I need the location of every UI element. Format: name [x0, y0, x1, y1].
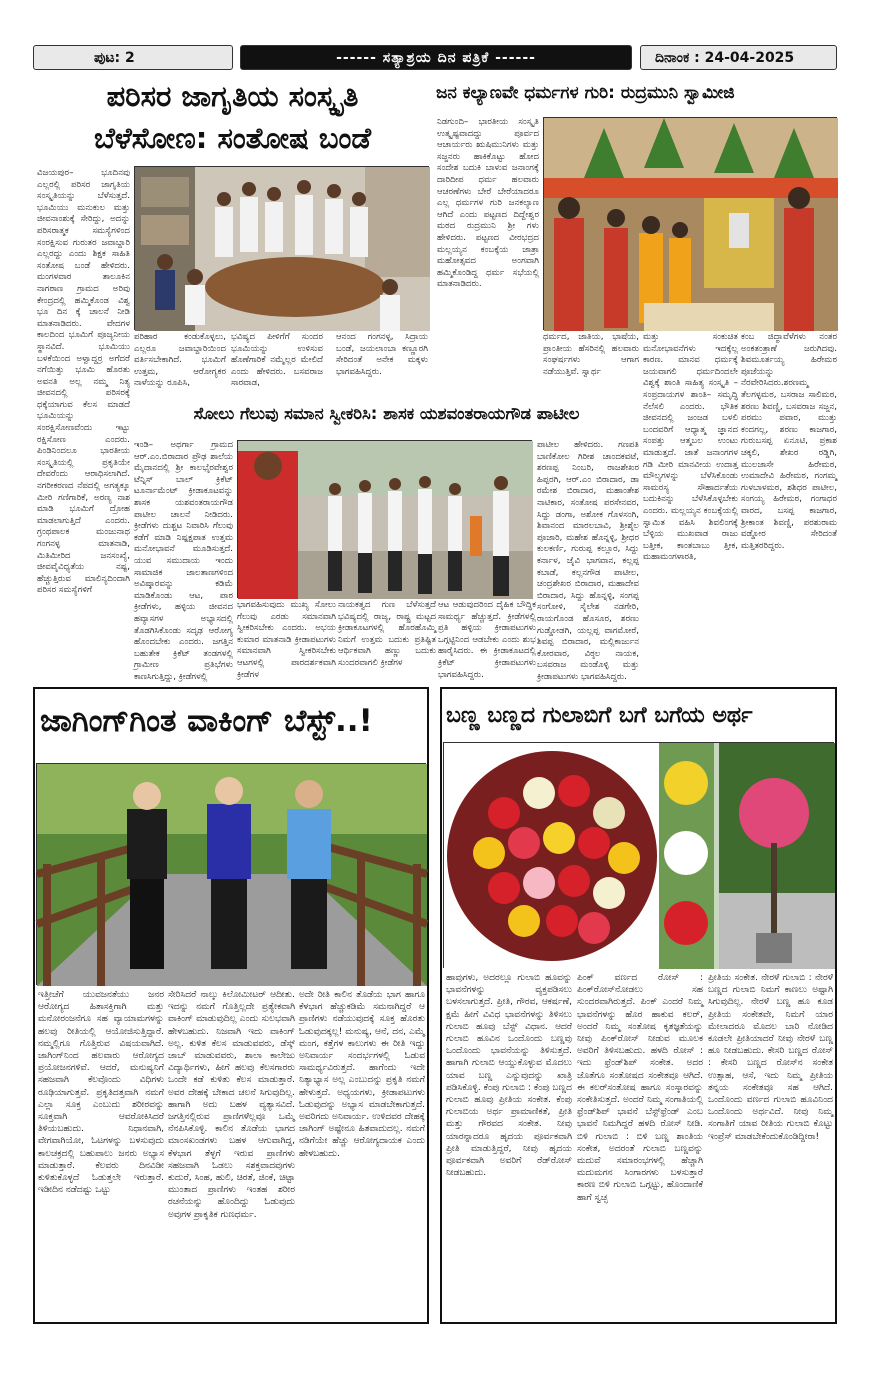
- story5-photo: [443, 742, 834, 968]
- story1-photo: [134, 166, 429, 330]
- story2-body-col4: ಕಂಬ ಜಿದ್ಧಾವೆಳೆಗಳು ನಂತರ ಅಂಕತಂತ್ರಾಣೆ ಜರುಗಿದವು. ಶಿವಮೂರ್ತಯ್ಯ ಹಿರೇಮಠ ಪೂಜೆಯನ್ನು ನೆರವೇರಿಸಿದರು.ಶರಣಮ್ಮ ತೆಲಗಳ್ಳಮಠ, ಬಸರಾಜ ಸಾಲಿಮಠ, ಶರಣು ಶಿವಣ್ಣಿ, ಬಸವರಾಜ ಸಜ್ಜನ, ಪರಮು ಪವಾರ, ಮುತ್ತು ಕಂದಗಲ್ಲ, ಶರಣು ಕಾಜಗಾರ, ಗುರುಬಸಪ್ಪ ಏನೂಟಿ, ಪ್ರಕಾಶ ಚಕ್ಕಲಿ, ಶೇಖರ ರಡ್ಡಿಗಿ, ಮುಲಜಾಸೇ ಹಿರೇಮಠ, ಉಮಾದೇವಿ ಹಿರೇಮಠ, ಗಂಗಮ್ಮ ಗುಳಬಾಳಮಠ, ಶಶಿಧರ ಪಾಟೀಲ, ಸಂಗಯ್ಯ ಹಿರೇಮಠ, ಗಂಗಾಧರ ವಾರದ, ಬಸಪ್ಪ ಕಾಜಗಾರ, ಶ್ರೀಕಾಂತ ಶಿವಣ್ಣಿ, ಪರಶುರಾಮ ವಡ್ಡೋರ ಸೇರಿದಂತೆ ಮತ್ತಿತರರಿದ್ದರು.: [741, 332, 837, 551]
- story4-body-col3: ಅದೇ ರೀತಿ ಕಾಲಿನ ತೊಡೆಯ ಭಾಗ ಹಾಗೂ ಕೆಳಭಾಗ ಹೆಚ್ಚುಕಡಿಮೆ ಸಮನಾಗಿದ್ದರೆ ಆ ಪ್ರಾಣಿಗಳು ನಡೆಯುವುದಕ್ಕೆ ಸೂಕ್ತ ಹೊರತು ಓಡುವುದಕ್ಕಲ್ಲ! ಮನುಷ್ಯ, ಆನೆ, ದನ, ಎಮ್ಮೆ ಮಂಗ, ಕತ್ತೆಗಳ ಕಾಲುಗಳು ಈ ರೀತಿ ಇದ್ದು ಅನಿವಾರ್ಯ ಸಂದರ್ಭಗಳಲ್ಲಿ ಓಡುವ ಸಾಮರ್ಥ್ಯವಿರುತ್ತದೆ. ಹಾಗೆಂದು ಇದೇ ನಿತ್ಯಾಭ್ಯಾಸ ಅಲ್ಲ ಎಂಬುದನ್ನು ಪ್ರಕೃತಿ ನಮಗೆ ಹೇಳುತ್ತದೆ. ಅಧ್ಯಯಗಳು, ಕ್ರೀಡಾಪಟುಗಳು ಓಡುವುದನ್ನು ಅಭ್ಯಾಸ ಮಾಡಬೇಕಾಗುತ್ತದೆ. ಅವರಿಗದು ಅನಿವಾರ್ಯ. ಉಳಿದವರ ದೇಹಕ್ಕೆ ಜಾಗಿಂಗ್ ಅಷ್ಟೇನೂ ಹಿತವಾದುದಲ್ಲ. ನಮಗೆ ನಡಿಗೆಯೇ ಹೆಚ್ಚು ಆರೋಗ್ಯದಾಯಕ ಎಂದು ಹೇಳಬಹುದು.: [299, 990, 425, 1159]
- story3-photo: [237, 440, 532, 598]
- story4-photo: [36, 763, 426, 985]
- story3-body-col1: ಇಂಡಿ– ಅಥರ್ಗಾ ಗ್ರಾಮದ ಆರ್.ಎಂ.ಬಿರಾದಾರ ಪ್ರೌಢ ಶಾಲೆಯ ಮೈದಾನದಲ್ಲಿ ಶ್ರೀ ಕಾಲಭೈರವೇಶ್ವರ ಟೆನ್ನಿಸ್ ಬಾಲ್ ಕ್ರಿಕೆಟ್ ಟೂರ್ನಾಮೆಂಟ್ ಕ್ರೀಡಾಕೂಟವನ್ನು ಶಾಸಕ ಯಶವಂತರಾಯಗೌಡ ಪಾಟೀಲ ಚಾಲನೆ ನೀಡಿದರು. ಕ್ರೀಡೆಗಳು ದುಶ್ಚಟ ನಿವಾರಿಸಿ ಗೆಲುವು ಕಡೆಗೆ ಮಾಡಿ ನಿಷ್ಪಕ್ಷಪಾತ ಉತ್ತಮ ಮನೋಭಾವನೆ ಮೂಡಿಸುತ್ತದೆ. ಯುವ ಸಮುದಾಯ ಇಂದು ಸಾಮಾಜಿಕ ಜಾಲತಾಣಗಳಿಂದ ಅವಿಷ್ಕಾರವನ್ನು ಕಡಿಮೆ ಮಾಡಿಕೊಂಡು ಆಟ, ಪಾಠ ಕ್ರೀಡೆಗಳು, ಹಳ್ಳಿಯ ಜೀವನದ ಹವ್ಯಾಸಗಳ ಅಭ್ಯಾಸದಲ್ಲಿ ತೊಡಗಿಸಿಕೊಂಡು ಸದೃಢ ಆರೋಗ್ಯ ಹೊಂದಬೇಕು ಎಂದರು. ಜಗತ್ತಿನ ಬಹುತೇಕ ಕ್ರಿಕೆಟ್ ತಂಡಗಳಲ್ಲಿ ಗ್ರಾಮೀಣ ಪ್ರತಿಭೆಗಳು ಕಾಣಸಿಗುತ್ತಿದ್ದು, ಕ್ರೀಡೆಗಳಲ್ಲಿ: [134, 440, 233, 682]
- story1-body-col2: ಪರಿಹಾರ ಕಂಡುಕೊಳ್ಳಲು, ಎಲ್ಲರೂ ಜವಾಬ್ದಾರಿಯಿಂದ ವರ್ತಿಸಬೇಕಾಗಿದೆ. ಭೂಮಿಗೆ ಉತ್ತಮ, ಆರೋಗ್ಯಕರ ನಾಳೆಯನ್ನು ರೂಪಿಸಿ,: [134, 332, 226, 389]
- story3-body-col3: ನಾಯಕತ್ವದ ಗುಣ ಬೆಳೆಸುತ್ತದೆ ಭವಿಷ್ಯದಲ್ಲಿ ರಾಜ್ಯ, ರಾಷ್ಟ್ರ ಮಟ್ಟದ ಕ್ರೀಡಾಕೂಟಗಳಲ್ಲಿ ಹೊರಹೊಮ್ಮಿ ನಿಮಗೆ ಉತ್ತಮ ಬದುಕು ಪ್ರತಿಷ್ಟಿತ ಆರ್ಥಿಕವಾಗಿ ಹಣ್ಣು ಬದುಕು ಸುಂದರವಾಗಲಿ ಕ್ರೀಡೆಗಳ: [338, 600, 436, 668]
- story3-body-col4: ಆಟ ಆಡುವುದರಿಂದ ದೈಹಿಕ ಬೌದ್ಧಿಕ ಸಾಮರ್ಥ್ಯ ಹೆಚ್ಚುತ್ತದೆ. ಕ್ರೀಡೆಗಳಲ್ಲಿ ಪ್ರತಿ ಹಳ್ಳಿಯ ಕ್ರೀಡಾಪಟುಗಳು ಒಗ್ಗಟ್ಟಿನಿಂದ ಆಡಬೇಕು ಎಂದು ಶುಭ ಹಾರೈಸಿದರು. ಈ ಕ್ರೀಡಾಕೂಟದಲ್ಲಿ ಕ್ರಿಕೆಟ್ ಕ್ರೀಡಾಪಟುಗಳು ಭಾಗವಹಿಸಿದ್ದರು.: [438, 600, 536, 680]
- newspaper-name: ------ ಸತ್ಯಾಶ್ರಯ ದಿನ ಪತ್ರಿಕೆ ------: [240, 45, 632, 70]
- story1-body-col1: ವಿಜಯಪುರ– ಭೂದಿನವು ಎಲ್ಲರಲ್ಲಿ ಪರಿಸರ ಜಾಗೃತಿಯ ಸಂಸ್ಕೃತಿಯನ್ನು ಬೆಳೆಸುತ್ತದೆ. ಭೂಮಿಯು ಮನುಕುಲ ಮತ್ತು ಜೀವನಾಂಶುಕ್ಕೆ ಸೇರಿದ್ದು, ಅದನ್ನು ಪರಿಸರಾತ್ಮಕ ಸಮಸ್ಯೆಗಳಿಂದ ಸಂರಕ್ಷಿಸುವ ಗುರುತರ ಜವಾಬ್ದಾರಿ ಎಲ್ಲರದ್ದು ಎಂದು ಶಿಕ್ಷಕ ಸಾಹಿತಿ ಸಂತೋಷ ಬಂಡೆ ಹೇಳಿದರು. ಮಂಗಳವಾರ ತಾಲೂಕಿನ ನಾಗಠಾಣ ಗ್ರಾಮದ ಅರಿವು ಕೇಂದ್ರದಲ್ಲಿ ಹಮ್ಮಿಕೊಂಡ ವಿಶ್ವ ಭೂ ದಿನ ಕ್ಕೆ ಚಾಲನೆ ನೀಡಿ ಮಾತನಾಡಿದರು. ವೇದಗಳ ಕಾಲದಿಂದ ಭೂಮಿಗೆ ಪೂಜ್ಯನೀಯ ಸ್ಥಾನವಿದೆ. ಭೂಮಿಯು ಬಳಕೆಯಿಂದ ಅಳ್ವಾದ್ದರ್ರ ಅಗೆದರೆ ನಗೆಯಿತ್ತು ಭೂಮಿ ಹೊರತು ಅವನತಿ ಅಲ್ಲ ನಮ್ಮ ನಿತ್ಯ ಜೀವನದಲ್ಲಿ ಪರಿಸರಕ್ಕೆ ಧಕ್ಕೆಯಾಗುವ ಕೆಲಸ ಮಾಡದೆ ಭೂಮಿಯನ್ನು ಸಂರಕ್ಷಿಸೋಣವೆಂದು ಇಟ್ಟು ರಕ್ಷಿಸೋಣ ಎಂದರು. ಪಿಂಡಿನಿಂದಲೂ ಭಾರತೀಯ ಸಂಸ್ಕೃತಿಯಲ್ಲಿ ಪ್ರಕೃತಿಯೇ ದೇವರೆಂದು ಆರಾಧಿಸಲಾಗಿದೆ. ನಗರೀಕರಣದ ನೆಪದಲ್ಲಿ ಅಗತ್ಯಕ್ಕೂ ಮೀರಿ ಗಣಿಗಾರಿಕೆ, ಅರಣ್ಯ ನಾಶ ಮಾಡಿ ಭೂಮಿಗೆ ದ್ರೋಹ ಮಾಡಲಾಗುತ್ತಿದೆ ಎಂದರು. ಗ್ರಂಥಪಾಲಕ ಮಂಜುನಾಥ ಗಂಗನಳ್ಳ ಮಾತನಾಡಿ, ಮಿತಿಮೀರಿದ ಜನಸಂಖ್ಯೆ, ಜೀವವೈವಿಧ್ಯತೆಯ ನಷ್ಟ, ಹೆಚ್ಚುತ್ತಿರುವ ಮಾಲಿನ್ಯದಿಂದಾಗಿ ಪರಿಸರ ಸಮಸ್ಯೆಗಳಿಗೆ: [37, 168, 130, 596]
- story4-body-col1: ಇತ್ತೀಚೆಗೆ ಯುವಜನತೆಯು ಜನರ ಆರೋಗ್ಯದ ಹಿತಾಸಕ್ತಿಗಾಗಿ ಮತ್ತು ಮನೋರಂಜನೆಗೂ ಸಹ ವ್ಯಾಯಾಮಗಳನ್ನು ಹಲವು ರೀತಿಯಲ್ಲಿ ಆಯೋಜಿಸುತ್ತಿದ್ದಾರೆ. ನಮ್ಮಲ್ಲಿಗೂ ಗೊತ್ತಿರುವ ವಿಷಯವಾಗಿದೆ. ಜಾಗಿಂಗ್‌ನಿಂದ ಹಲವಾರು ಆರೋಗ್ಯದ ಪ್ರಯೋಜನಗಳಿವೆ. ಆದರೆ, ಮನುಷ್ಯನಿಗೆ ಸಹಜವಾಗಿ ಕೆಲವೊಂದು ವಿಧಿಗಳು ರೂಢಿಯಾಗುತ್ತವೆ. ಪ್ರಕೃತಿದತ್ತವಾಗಿ ನಮಗೆ ಎಲ್ಲಾ ಸೂಕ್ತ ಎಂಬುದು ಶರೀರವನ್ನು ಸೂಕ್ತವಾಗಿ ಆವರೋಕಿಸಿದರೆ ತಿಳಿಯಬಹುದು. ನಿಧಾನವಾಗಿ, ವೇಗವಾಗಿಯೋ, ಓಟಗಳನ್ನು ಬಳಸುವುದು ಕಾಲಚಕ್ರದಲ್ಲಿ ಬಹುಪಾಲು ಜನರು ಅಭ್ಯಾಸ ಮಾಡುತ್ತಾರೆ. ಕೆಲವರು ದಿನವಿಡೀ ಕುಳಿತುಕೊಳ್ಳದೆ ಓಡುತ್ತಲೇ ಇರುತ್ತಾರೆ. ಇಡೀದಿನ ನಡೆದಷ್ಟು ಒಟ್ಟು: [38, 990, 164, 1196]
- story4-body-col2: ಸೇರಿಸಿದರೆ ನಾಲ್ಕು ಕಿಲೋಮೀಟರ್ ಆದೀತು. ಇದನ್ನು ನಮಗೆ ಗೊತ್ತಿಲ್ಲದೇ ಪ್ರತ್ಯೇಕವಾಗಿ ವಾಕಿಂಗ್ ಮಾಡುವುದಿಲ್ಲ ಎಂದು ಸುಲಭವಾಗಿ ಹೇಳಬಹುದು. ನಿಜವಾಗಿ ಇದು ವಾಕಿಂಗ್ ಅಲ್ಲ. ಕುಳಿತ ಕೆಲಸ ಮಾಡುವವರು, ಡೆಸ್ಕ್ ಜಾಬ್ ಮಾಡುವವರು, ಶಾಲಾ ಕಾಲೇಜು ವಿದ್ಯಾರ್ಥಿಗಳು, ಹೀಗೆ ಹಲವು ಕೆಲಸಗಾರರು ಒಂದೇ ಕಡೆ ಕುಳಿತು ಕೆಲಸ ಮಾಡುತ್ತಾರೆ. ಅವರ ದೇಹಕ್ಕೆ ಬೇಕಾದ ಚಲನೆ ಸಿಗುವುದಿಲ್ಲ. ಹಾಗಾಗಿ ಅದು ಬಹಳ ವ್ಯತ್ಯಾಸವಿದೆ. ಜಗತ್ತಿನಲ್ಲಿರುವ ಪ್ರಾಣಿಗಳೆಲ್ಲವೂ ಒಮ್ಮೆ ನೆನಪಿಸಿಕೊಳ್ಳಿ. ಕಾಲಿನ ತೊಡೆಯ ಭಾಗದ ಮಾಂಸಖಂಡಗಳು ಬಹಳ ಆಗುವಾಗಿದ್ದ, ಕೆಳಭಾಗ ತೆಳ್ಳಗೆ ಇರುವ ಪ್ರಾಣಿಗಳು ಸಹಜವಾಗಿ ಓಡಲು ಸಶಕ್ತವಾದವುಗಳು ಕುದುರೆ, ಸಿಂಹ, ಹುಲಿ, ಚಿರತೆ, ಜಿಂಕೆ, ಚಿಟ್ಟಾ ಮುಂತಾದ ಪ್ರಾಣಿಗಳು ಇಂತಹ ಶರೀರ ರಚನೆಯನ್ನು ಹೊಂದಿದ್ದು ಓಡುವುದು ಅವುಗಳ ಪ್ರಾಕೃತಿಕ ಗುಣಧರ್ಮ.: [168, 990, 295, 1220]
- story1-body-col4: ಆನಂದ ಗಂಗನಳ್ಳ, ಸಿದ್ರಾಯ ಬಂಡೆ, ಜಯಲಾಂಬಾ ಕಣ್ಣೂರಗಿ ಸೇರಿದಂತೆ ಅನೇಕ ಮಕ್ಕಳು ಭಾಗವಹಿಸಿದ್ದರು.: [336, 332, 428, 377]
- story2-body-col3: ಮತ್ತು ಸಂಕುಚಿತ ಮನೋಭಾವನೆಗಳು ಇದಕ್ಕೆಲ್ಲ ಕಾರಣ. ಮಾನವ ಧರ್ಮಕ್ಕೆ ಜಯವಾಗಲಿ ಧರ್ಮದಿಂದಲೇ ವಿಶ್ವಕ್ಕೆ ಶಾಂತಿ ಸಾಹಿತ್ಯ ಸಂಸ್ಕೃತಿ –ಸಂಪ್ರದಾಯಗಳ ಶಾಂತಿ– ಸಮೃದ್ಧಿ ನೆಲೆಸಲಿ ಎಂದರು. ಭೌತಿಕ ಜೀವನದಲ್ಲಿ ಜಂಜಡ ಬಳಲಿ ಬಂದವರಿಗೆ ಆಧ್ಯಾತ್ಮ ಜ್ಞಾನದ ಸಂಪತ್ತು ಆತ್ಮಬಲ ಉಂಟು ಮಾಡುತ್ತದೆ. ಜಾತೆ ಜನಾಂಗಗಳ ಗಡಿ ಮೀರಿ ಮಾನವೀಯ ಉದಾತ್ತ ಮೌಲ್ಯಗಳನ್ನು ಬೆಳೆಸಿಕೊಂಡು ಸಾಮರಸ್ಯ ಸೌಹಾರ್ದತೆಯ ಬದುಕಿನನ್ನು ಬೆಳೆಸಿಕೊಳ್ಳಬೇಕು ಎಂದರು. ಮಲ್ಲಯ್ಯನ ಕಂಬಕ್ಕೆಯಲ್ಲಿ ಸ್ವಾಮಿತ ವಹಿಸಿ ಶಿವಲಿಂಗಕ್ಕೆ ಬೆಳ್ಳಿಯ ಮುಖವಾಡ ರಾಜು ಬತ್ತೀಕ, ಕಾಂತಬಾಬು ತ್ತೀಕ, ಮಹಾಮಂಗಳಾರತಿ,: [643, 332, 738, 563]
- story2-photo: [543, 117, 837, 330]
- story2-headline: ಜನ ಕಲ್ಯಾಣವೇ ಧರ್ಮಗಳ ಗುರಿ: ರುದ್ರಮುನಿ ಸ್ವಾಮೀಜಿ: [436, 83, 735, 103]
- story5-body-col1: ಹಾವುಗಳು, ಅದರಲ್ಲೂ ಗುಲಾಬಿ ಹೂವನ್ನು ಭಾವನೆಗಳನ್ನು ವ್ಯಕ್ತಪಡಿಸಲು ಬಳಸಲಾಗುತ್ತದೆ. ಪ್ರೀತಿ, ಗೌರವ, ಆಕರ್ಷಣೆ, ಕ್ಷಮೆ ಹೀಗೆ ವಿವಿಧ ಭಾವನೆಗಳನ್ನು ತಿಳಿಸಲು ಗುಲಾಬಿ ಹೂವು ಬೆಸ್ಟ್ ವಿಧಾನ. ಆದರೆ ಗುಲಾಬಿ ಹೂವಿನ ಒಂದೊಂದು ಬಣ್ಣವು ಒಂದೊಂದು ಭಾವನೆಯನ್ನು ತಿಳಿಸುತ್ತದೆ. ಹಾಗಾಗಿ ಗುಲಾಬಿ ಆಯ್ದುಕೊಳ್ಳುವ ಮೊದಲು ಯಾವ ಬಣ್ಣ ಎನ್ನುವುದನ್ನು ಖಾತ್ರಿ ಪಡಿಸಿಕೊಳ್ಳಿ. ಕೆಂಪು ಗುಲಾಬಿ : ಕೆಂಪು ಬಣ್ಣದ ಗುಲಾಬಿ ಹೂವು ಪ್ರೀತಿಯ ಸಂಕೇತ. ಕೆಂಪು ಗುಲಾಬಿಯ ಅರ್ಥ ಪ್ರಾಮಾಣಿಕತೆ, ಪ್ರೀತಿ ಮತ್ತು ಗೌರವದ ಸಂಕೇತ. ನೀವು ಯಾರನ್ನಾದರೂ ಹೃದಯ ಪೂರ್ವಕವಾಗಿ ಪ್ರೀತಿ ಮಾಡುತ್ತಿದ್ದರೆ, ನೀವು ಹೃದಯ ಪೂರ್ವಕವಾಗಿ ಅವರಿಗೆ ರೆಡ್‌ರೋಸ್ ನೀಡಬಹುದು.: [446, 973, 572, 1179]
- story5-body-col3: ಪ್ರೀತಿಯ ಸಂಕೇತ. ನೇರಳೆ ಗುಲಾಬಿ : ನೇರಳೆ ಬಣ್ಣದ ಗುಲಾಬಿ ನಿಮಗೆ ಕಾಣಲು ಅಷ್ಟಾಗಿ ಸಿಗುವುದಿಲ್ಲ. ನೇರಳೆ ಬಣ್ಣ ಹೂ ಕೂಡ ಪ್ರೀತಿಯ ಸಂಕೇತವೇ, ನಿಮಗೆ ಯಾರ ಮೇಲಾದರೂ ಮೊದಲ ಬಾರಿ ನೋಡಿದ ಕೂಡಲೇ ಪ್ರೀತಿಯಾದರೆ ನೀವು ನೇರಳೆ ಬಣ್ಣ ಹೂ ನೀಡಬಹುದು. ಕೇಸರಿ ಬಣ್ಣದ ರೋಸ್ : ಕೇಸರಿ ಬಣ್ಣದ ರೋಸ್‌ನ ಸಂಕೇತ ಉತ್ಸಾಹ, ಆಸೆ, ಇದು ನಿಮ್ಮ ಪ್ರೀತಿಯ ತನ್ನಯ ಸಂಕೇತವೂ ಸಹ ಆಗಿದೆ. ಒಂದೊಂದು ವರ್ಣದ ಗುಲಾಬಿ ಹೂವಿನಿಂದ ಒಂದೊಂದು ಅರ್ಥವಿದೆ. ನೀವು ನಿಮ್ಮ ಸಂಗಾತಿಗೆ ಯಾವ ರೀತಿಯ ಗುಲಾಬಿ ಕೊಟ್ಟು ಇಂಪ್ರೆಸ್ ಮಾಡಬೇಕೆಂದುಕೊಂಡಿದ್ದೀರಾ!: [708, 973, 833, 1142]
- story4-headline: ಜಾಗಿಂಗ್‌ಗಿಂತ ವಾಕಿಂಗ್ ಬೆಸ್ಟ್..!: [40, 703, 373, 739]
- story1-headline-line2: ಬೆಳೆಸೋಣ: ಸಂತೋಷ ಬಂಡೆ: [93, 121, 372, 155]
- story3-headline: ಸೋಲು ಗೆಲುವು ಸಮಾನ ಸ್ವೀಕರಿಸಿ: ಶಾಸಕ ಯಶವಂತರಾಯಗೌಡ ಪಾಟೀಲ: [193, 404, 580, 423]
- page-number: ಪುಟ: 2: [33, 45, 233, 70]
- issue-date: ದಿನಾಂಕ : 24-04-2025: [640, 45, 837, 70]
- story2-body-col2: ಧರ್ಮದ, ಜಾತಿಯ, ಭಾಷೆಯ, ಪ್ರಾಂತೀಯ ಹೆಸರಿನಲ್ಲಿ ಹಲವಾರು ಸಂಘರ್ಷಗಳು ಆಗಾಗ ನಡೆಯುತ್ತಿವೆ. ಸ್ವಾರ್ಥ: [543, 332, 639, 377]
- story5-headline: ಬಣ್ಣ ಬಣ್ಣದ ಗುಲಾಬಿಗೆ ಬಗೆ ಬಗೆಯ ಅರ್ಥ: [446, 703, 753, 728]
- story3-body-col5: ಪಾಟೀಲ ಹೇಳಿದರು. ಗಣಪತಿ ಬಾಣಿಕೋಲ ಗಿರೀಶ ಚಾಂದಕವಟೆ, ಶರಣಪ್ಪ ನಿಂಬರಿ, ರಾಜಶೇಖರ ಹಿಪ್ಪರಗಿ, ಆರ್.ಎಂ ಬಿರಾದಾರ, ಡಾ ರಮೇಶ ಬಿರಾದಾರ, ಮಹಾಂತೇಶ ನಾಟಿಕಾರ, ಸಂತೋಷ ಪರಸೇನವರ, ಸಿದ್ದು ಡಂಗಾ, ಅಶೋಕ ಗೊಳಸಂಗಿ, ಶಿವಾನಂದ ಮಾರಲಬಾವಿ, ಶ್ರೀಶೈಲ ಪೂಜಾರಿ, ಮಹೇಶ ಹೊನ್ನಳ್ಳಿ, ಶ್ರೀಧರ ಕುಲಕರ್ಣಿ, ಗುರುಪ್ಪ ಕಲ್ಲೂರ, ಸಿದ್ದು ಕರ್ನಾಳ, ಜೈವಿ ಭಾಗವಾನ, ಕಲ್ಲಪ್ಪ ಕಬಾಡೆ, ಕಲ್ಲನಗೌಡ ಪಾಟೀಲ, ಚಂದ್ರಶೇಖರ ಬಿರಾದಾರ, ಮಹಾದೇವ ಬಿರಾದಾರ, ಸಿದ್ದು ಹೊನ್ನಳ್ಳಿ, ಸಂಗಪ್ಪ ಸಂಗೋಳಿ, ಸೈಲೇಶ ನಡಗೇರಿ, ರಾಯಗೊಂಡ ಹೊಸೂರ, ಶರಣು ಗುಡ್ಡೋಡಗಿ, ಯಲ್ಲಪ್ಪ ವಾಗಮೋರೆ, ಶಿವಪ್ಪ ಬಿರಾದಾರ, ಮಲ್ಲಿಕಾರ್ಜುನ ಕೋರವಾರ, ವಿಠ್ಠಲ ನಾಯಕ, ಬಸವರಾಜ ಮಂಡೊಳ್ಳಿ ಮತ್ತು ಕ್ರೀಡಾಪಟುಗಳು ಭಾಗವಹಿಸಿದ್ದರು.: [537, 440, 639, 682]
- story1-body-col3: ಭವಿಷ್ಯದ ಪೀಳಿಗೆಗೆ ಸುಂದರ ಭೂಮಿಯನ್ನು ಉಳಿಸುವ ಹೊಣೆಗಾರಿಕೆ ನಮ್ಮೆಲ್ಲರ ಮೇಲಿದೆ ಎಂದು ಹೇಳಿದರು. ಬಸವರಾಜ ಸಾರವಾಡ,: [231, 332, 323, 389]
- story2-body-col1: ನಿಡಗುಂದಿ– ಭಾರತೀಯ ಸಂಸ್ಕೃತಿ ಉತ್ಕೃಷ್ಟವಾದದ್ದು ಪೂರ್ವದ ಆಚಾರ್ಯರು ಋಷಿಮುನಿಗಳು ಮತ್ತು ಸಜ್ಜನರು ಹಾಕಿಕೊಟ್ಟು ಹೋದ ಸಂದೇಶ ಬದುಕಿ ಬಾಳುವ ಜನಾಂಗಕ್ಕೆ ದಾರಿದೀಪ ಧರ್ಮ ಹಲವಾರು ಆಚರಣೆಗಳು ಬೇರೆ ಬೇರೆಯಾದರೂ ಎಲ್ಲ ಧರ್ಮಗಳ ಗುರಿ ಜನಕಲ್ಯಾಣ ಆಗಿದೆ ಎಂದು ಪಟ್ಟಣದ ದಿದ್ದೇಶ್ವರ ಮಠದ ರುದ್ರಮುನಿ ಶ್ರೀ ಗಳು ಹೇಳಿದರು. ಪಟ್ಟಣದ ವೀರಭದ್ರದ ಮಲ್ಲಯ್ಯನ ಕಂಬಕ್ಕೆಯ ಜಾತ್ರಾ ಮಹೋತ್ಸವದ ಅಂಗವಾಗಿ ಹಮ್ಮಿಕೊಂಡಿದ್ದ ಧರ್ಮ ಸಭೆಯಲ್ಲಿ ಮಾತನಾಡಿದರು.: [437, 117, 539, 290]
- story3-body-col1b: ಭಾಗವಹಿಸುವುದು ಮುಖ್ಯ ಸೋಲು ಗೆಲುವು ಎರಡು ಸಮಾನವಾಗಿ ಸ್ವೀಕರಿಸಬೇಕು ಎಂದರು. ಅಭಯ ಕುಮಾರ ಮಾತನಾಡಿ ಕ್ರೀಡಾಪಟುಗಳು ಸಮಾನವಾಗಿ ಸ್ವೀಕರಿಸಬೇಕು ಆಟಗಳಲ್ಲಿ ಪಾರದರ್ಶಕವಾಗಿ ಕ್ರೀಡೆಗಳ: [237, 600, 336, 680]
- story5-body-col2: ಪಿಂಕ್ ವರ್ಣದ ರೋಸ್ : ಪಿಂಕ್‌ರೋಸ್‌ನೋಡಲು ಸಹ ಸುಂದರವಾಗಿರುತ್ತದೆ. ಪಿಂಕ್ ಎಂದರೆ ನಿಮ್ಮ ಭಾವನೆಗಳನ್ನು ಹೊರ ಹಾಕುವ ಕಲರ್, ಅಂದರೆ ನಿಮ್ಮ ಸಂತೋಷ ಕೃತಜ್ಞತೆಯನ್ನು ನೀವು ಪಿಂಕ್‌ರೋಸ್ ನೀಡುವ ಮೂಲಕ ಅವರಿಗೆ ತಿಳಿಸಬಹುದು. ಹಳದಿ ರೋಸ್ : ಇದು ಫ್ರೆಂಡ್‌ಶಿಪ್ ಸಂಕೇತ. ಅದರ ಜೊತೆಗೂ ಸಂತೋಷದ ಸಂಕೇತವೂ ಆಗಿದೆ. ಈ ಕಲರ್‌ಸಂತೋಷ ಹಾಗೂ ಸಂಸ್ಕಾರವನ್ನು ಸಂಕೇತಿಸುತ್ತದೆ. ಅಂದರೆ ನಿಮ್ಮ ಸಂಗಾತಿಯಲ್ಲಿ ಫ್ರೆಂಡ್‌ಶಿಪ್ ಭಾವನೆ ಬೆಸ್ಟ್‌ಫ್ರೆಂಡ್ ಎಂಬ ಭಾವನೆ ನಿಮಗಿದ್ದರೆ ಹಳದಿ ರೋಸ್ ನೀಡಿ. ಬಿಳಿ ಗುಲಾಬಿ : ಬಿಳಿ ಬಣ್ಣ ಶಾಂತಿಯ ಸಂಕೇತ, ಅದರಂತೆ ಗುಲಾಬಿ ಬಣ್ಣವನ್ನು ಮದುವೆ ಸಮಾರಂಭಗಳಲ್ಲಿ ಹೆಚ್ಚಾಗಿ ಮದುಮಗನ ಸಿಂಗಾರಗಳು ಬಳಸುತ್ತಾರೆ ಕಾರಣ ಬಿಳಿ ಗುಲಾಬಿ ಒಗ್ಗಟ್ಟು, ಹೊಂದಾಣಿಕೆ ಹಾಗೆ ಸ್ವಚ್ಛ: [577, 973, 703, 1203]
- story1-headline-line1: ಪರಿಸರ ಜಾಗೃತಿಯ ಸಂಸ್ಕೃತಿ: [106, 79, 359, 113]
